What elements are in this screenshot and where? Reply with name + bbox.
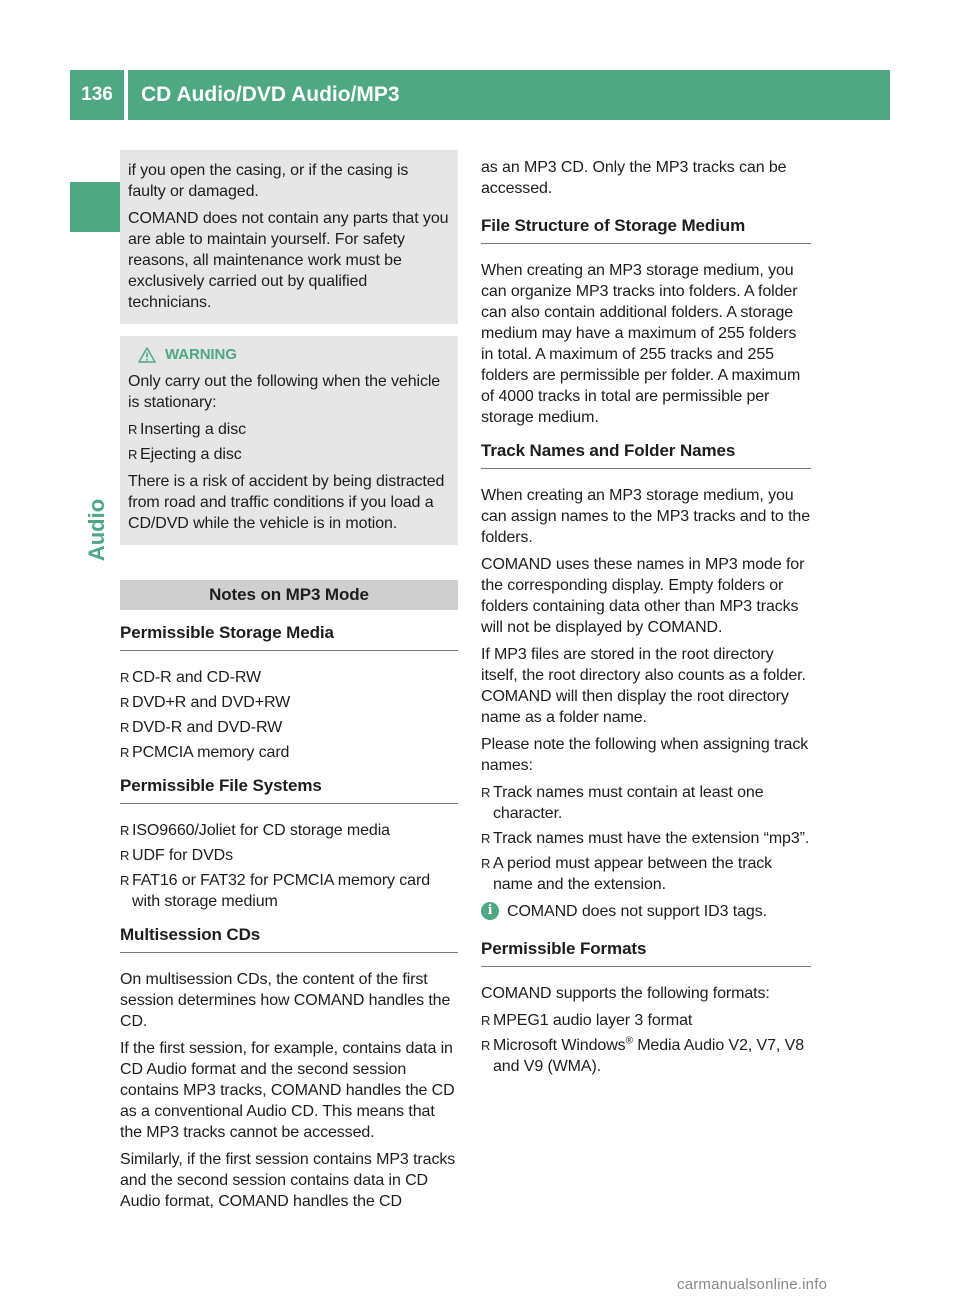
formats-list xyxy=(481,1010,811,1077)
paragraph: COMAND uses these names in MP3 mode for the corresponding display. Empty folders or folders containing data other than MP3 tracks will not be displayed by COMAND. xyxy=(481,556,805,636)
note-box xyxy=(120,150,458,324)
side-tab-label: Audio xyxy=(84,498,109,562)
list-item: R ISO9660/Joliet for CD storage media xyxy=(120,820,458,841)
info-icon: i xyxy=(481,902,499,920)
format-text: Microsoft Windows xyxy=(493,1037,626,1054)
left-column xyxy=(120,150,458,1218)
paragraph: If the first session, for example, contains data in CD Audio format and the second session contains MP3 tracks, COMAND handles the CD as a conventional Audio CD. This means that the MP3 tracks cannot be accessed. xyxy=(120,1040,455,1141)
paragraph: On multisession CDs, the content of the first session determines how COMAND handles the CD. xyxy=(120,971,451,1030)
note-paragraph: COMAND does not contain any parts that you are able to maintain yourself. For safety reasons, all maintenance work must be exclusively carried out by qualified technicians. xyxy=(128,210,449,311)
paragraph: COMAND supports the following formats: xyxy=(481,985,770,1002)
list-item: R A period must appear between the track name and the extension. xyxy=(481,853,811,895)
paragraph: When creating an MP3 storage medium, you can assign names to the MP3 tracks and to the folders. xyxy=(481,487,811,546)
format-text: Media Audio V2, V7, V8 and V9 (WMA). xyxy=(493,1037,804,1075)
registered-mark: ® xyxy=(625,1035,633,1047)
warning-title: WARNING xyxy=(165,346,237,363)
page-number: 136 xyxy=(81,84,113,105)
continuation-paragraph: as an MP3 CD. Only the MP3 tracks can be accessed. xyxy=(481,159,787,197)
list-item xyxy=(481,1035,811,1077)
list-item: R UDF for DVDs xyxy=(120,845,458,866)
list-item: R DVD-R and DVD-RW xyxy=(120,717,458,738)
list-item: R Track names must have the extension “mp3”. xyxy=(481,828,811,849)
list-item: R Ejecting a disc xyxy=(128,444,450,465)
paragraph: Similarly, if the first session contains MP3 tracks and the second session contains data in CD Audio format, COMAND handles the CD xyxy=(120,1151,456,1210)
heading-storage-media: Permissible Storage Media xyxy=(120,622,458,651)
side-tab-marker xyxy=(70,182,120,232)
list-item: R Track names must contain at least one character. xyxy=(481,782,811,824)
list-item: R DVD+R and DVD+RW xyxy=(120,692,458,713)
info-note xyxy=(481,901,811,922)
warning-intro: Only carry out the following when the vehicle is stationary: xyxy=(128,373,441,411)
paragraph: When creating an MP3 storage medium, you can organize MP3 tracks into folders. A folder can also contain additional folders. A storage medium may have a maximum of 255 folders in total. A maximum of 255 tracks and 255 folders are permissible per folder. A maximum of 4000 tracks in total are permissible per storage medium. xyxy=(481,262,801,426)
heading-formats: Permissible Formats xyxy=(481,938,811,967)
track-name-rules-list xyxy=(481,782,811,895)
header-divider xyxy=(124,70,128,120)
warning-box xyxy=(120,336,458,545)
warning-header xyxy=(128,344,450,365)
paragraph: Please note the following when assigning track names: xyxy=(481,736,809,774)
note-paragraph: if you open the casing, or if the casing is faulty or damaged. xyxy=(128,162,409,200)
list-item: R Inserting a disc xyxy=(128,419,450,440)
heading-track-names: Track Names and Folder Names xyxy=(481,440,811,469)
warning-list xyxy=(128,419,450,465)
info-text: COMAND does not support ID3 tags. xyxy=(507,903,767,920)
warning-triangle-icon xyxy=(138,347,156,363)
right-column xyxy=(481,157,811,1083)
watermark: carmanualsonline.info xyxy=(677,1276,828,1293)
heading-file-systems: Permissible File Systems xyxy=(120,775,458,804)
warning-outro: There is a risk of accident by being distracted from road and traffic conditions if you load a CD/DVD while the vehicle is in motion. xyxy=(128,473,445,532)
list-item: R MPEG1 audio layer 3 format xyxy=(481,1010,811,1031)
list-item: R FAT16 or FAT32 for PCMCIA memory card with storage medium xyxy=(120,870,458,912)
side-tab xyxy=(82,490,112,570)
list-item: R CD-R and CD-RW xyxy=(120,667,458,688)
page-title: CD Audio/DVD Audio/MP3 xyxy=(141,83,400,106)
heading-multisession: Multisession CDs xyxy=(120,924,458,953)
paragraph: If MP3 files are stored in the root directory itself, the root directory also counts as a folder. COMAND will then display the root directory name as a folder name. xyxy=(481,646,806,726)
file-systems-list xyxy=(120,820,458,912)
section-title: Notes on MP3 Mode xyxy=(120,580,458,610)
heading-file-structure: File Structure of Storage Medium xyxy=(481,215,811,244)
storage-media-list xyxy=(120,667,458,763)
list-item: R PCMCIA memory card xyxy=(120,742,458,763)
